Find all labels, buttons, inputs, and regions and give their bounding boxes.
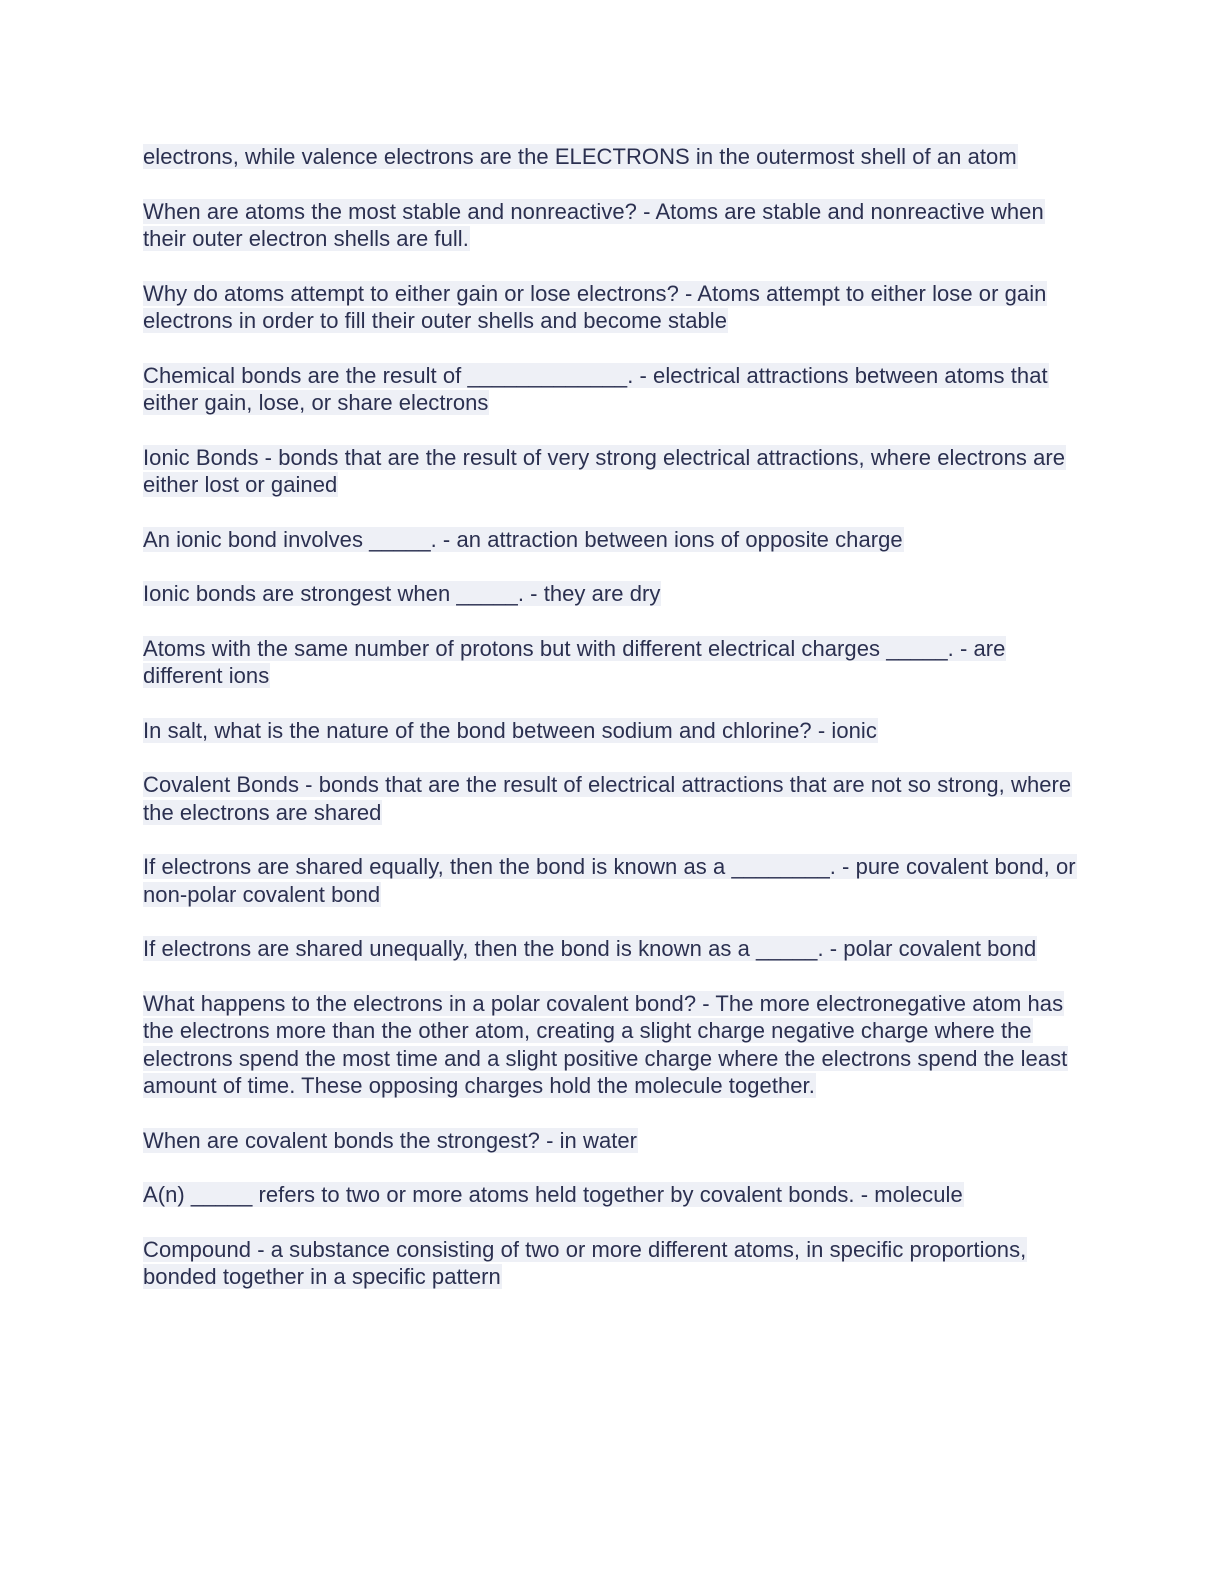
flashcard-entry xyxy=(143,1127,1078,1155)
flashcard-entry xyxy=(143,444,1078,499)
entry-text: Atoms with the same number of protons but with different electrical charges _____. - are different ions xyxy=(143,635,1006,688)
flashcard-entry xyxy=(143,526,1078,554)
entry-text: Compound - a substance consisting of two or more different atoms, in specific proportions, bonded together in a specific pattern xyxy=(143,1236,1027,1289)
flashcard-entry xyxy=(143,635,1078,690)
flashcard-entry xyxy=(143,280,1078,335)
flashcard-entry xyxy=(143,717,1078,745)
entry-text: An ionic bond involves _____. - an attraction between ions of opposite charge xyxy=(143,526,903,552)
flashcard-entry xyxy=(143,198,1078,253)
entry-text: What happens to the electrons in a polar covalent bond? - The more electronegative atom has the electrons more than the other atom, creating a slight charge negative charge where the electrons spend the most time and a slight positive charge where the electrons spend the least amount of time. These opposing charges hold the molecule together. xyxy=(143,990,1068,1098)
entry-text: A(n) _____ refers to two or more atoms held together by covalent bonds. - molecule xyxy=(143,1182,963,1207)
flashcard-entry xyxy=(143,771,1078,826)
flashcard-entry xyxy=(143,1236,1078,1291)
flashcard-entry xyxy=(143,1181,1078,1209)
entry-text: Covalent Bonds - bonds that are the result of electrical attractions that are not so strong, where the electrons are shared xyxy=(143,772,1072,825)
flashcard-entry xyxy=(143,143,1078,171)
flashcard-entry xyxy=(143,990,1078,1100)
flashcard-entry xyxy=(143,935,1078,963)
entry-text: When are atoms the most stable and nonreactive? - Atoms are stable and nonreactive when their outer electron shells are full. xyxy=(143,198,1044,251)
flashcard-entry xyxy=(143,362,1078,417)
document-body xyxy=(143,143,1078,1318)
entry-text: When are covalent bonds the strongest? - in water xyxy=(143,1127,638,1153)
flashcard-entry xyxy=(143,580,1078,608)
flashcard-entry xyxy=(143,853,1078,908)
entry-text: electrons, while valence electrons are the ELECTRONS in the outermost shell of an atom xyxy=(143,144,1017,169)
entry-text: If electrons are shared unequally, then the bond is known as a _____. - polar covalent bond xyxy=(143,936,1037,961)
entry-text: Why do atoms attempt to either gain or lose electrons? - Atoms attempt to either lose or gain electrons in order to fill their outer shells and become stable xyxy=(143,280,1047,333)
entry-text: Ionic Bonds - bonds that are the result of very strong electrical attractions, where electrons are either lost or gained xyxy=(143,444,1066,497)
entry-text: Chemical bonds are the result of _____________. - electrical attractions between atoms that either gain, lose, or share electrons xyxy=(143,362,1048,415)
entry-text: If electrons are shared equally, then the bond is known as a ________. - pure covalent bond, or non-polar covalent bond xyxy=(143,854,1076,907)
entry-text: Ionic bonds are strongest when _____. - they are dry xyxy=(143,581,661,606)
entry-text: In salt, what is the nature of the bond between sodium and chlorine? - ionic xyxy=(143,717,877,743)
